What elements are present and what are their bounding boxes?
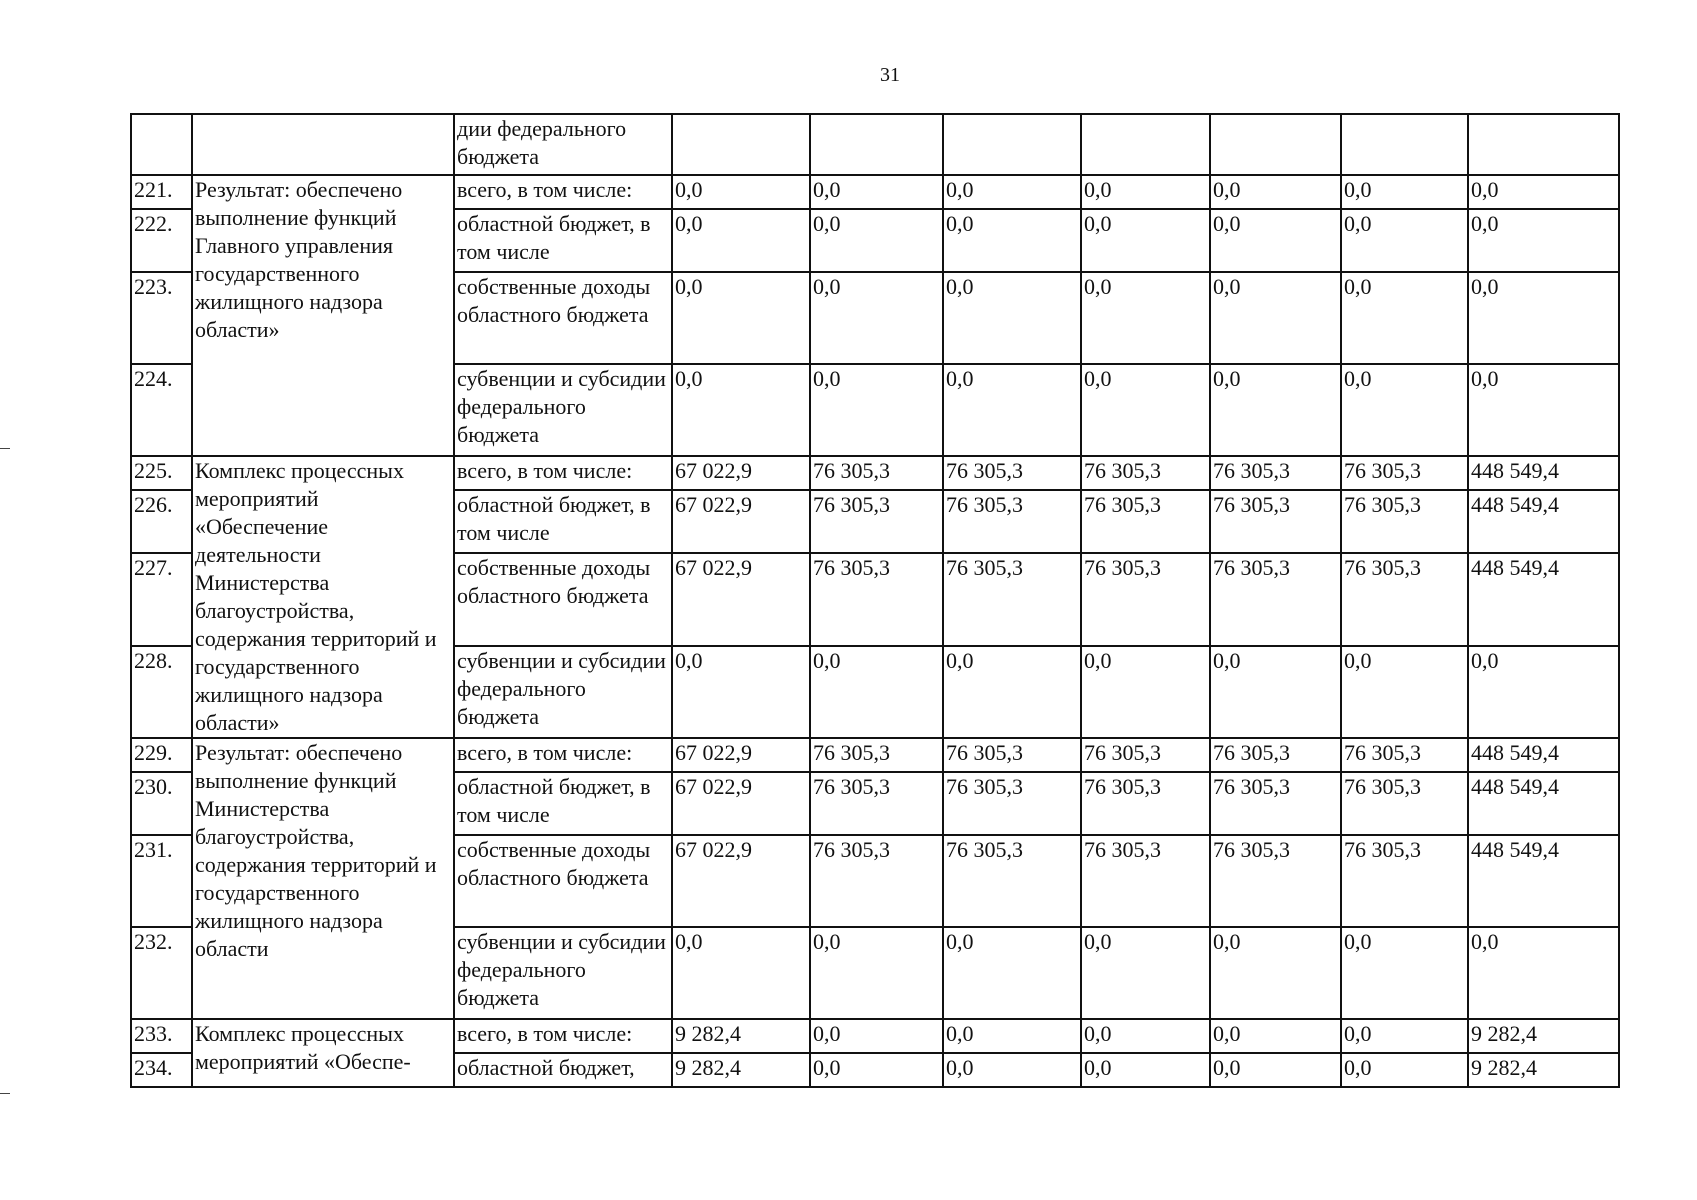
value-cell: 9 282,4 bbox=[1468, 1019, 1619, 1053]
row-number: 233. bbox=[131, 1019, 192, 1053]
funding-source: субвенции и субсидии федерального бюджета bbox=[454, 646, 672, 738]
value-cell: 76 305,3 bbox=[1341, 772, 1468, 835]
value-cell: 0,0 bbox=[1341, 927, 1468, 1019]
value-cell: 76 305,3 bbox=[1081, 835, 1210, 927]
value-cell: 76 305,3 bbox=[943, 490, 1081, 553]
value-cell: 0,0 bbox=[810, 364, 943, 456]
value-cell: 0,0 bbox=[1210, 209, 1341, 272]
value-cell: 76 305,3 bbox=[810, 772, 943, 835]
funding-source: всего, в том числе: bbox=[454, 1019, 672, 1053]
value-cell: 0,0 bbox=[1468, 927, 1619, 1019]
value-cell: 67 022,9 bbox=[672, 835, 810, 927]
budget-table-body bbox=[131, 114, 1619, 1087]
value-cell: 448 549,4 bbox=[1468, 835, 1619, 927]
table-row bbox=[131, 456, 1619, 490]
value-cell: 0,0 bbox=[1210, 1019, 1341, 1053]
value-cell: 0,0 bbox=[943, 272, 1081, 364]
value-cell bbox=[943, 114, 1081, 175]
row-number: 231. bbox=[131, 835, 192, 927]
value-cell: 76 305,3 bbox=[1210, 835, 1341, 927]
row-number: 230. bbox=[131, 772, 192, 835]
activity-name: Результат: обеспечено выполнение функций Министерства благоустройства, содержания территорий и государственного жилищного надзора области bbox=[192, 738, 454, 1019]
row-number: 226. bbox=[131, 490, 192, 553]
value-cell: 0,0 bbox=[1468, 646, 1619, 738]
value-cell: 76 305,3 bbox=[1210, 456, 1341, 490]
row-number: 225. bbox=[131, 456, 192, 490]
value-cell: 448 549,4 bbox=[1468, 456, 1619, 490]
value-cell bbox=[1081, 114, 1210, 175]
value-cell: 0,0 bbox=[1210, 646, 1341, 738]
value-cell: 0,0 bbox=[943, 175, 1081, 209]
funding-source: всего, в том числе: bbox=[454, 175, 672, 209]
value-cell: 0,0 bbox=[1341, 175, 1468, 209]
value-cell: 9 282,4 bbox=[672, 1019, 810, 1053]
value-cell: 76 305,3 bbox=[943, 738, 1081, 772]
value-cell: 76 305,3 bbox=[1341, 490, 1468, 553]
value-cell: 76 305,3 bbox=[943, 772, 1081, 835]
value-cell: 0,0 bbox=[943, 1053, 1081, 1087]
value-cell: 0,0 bbox=[810, 272, 943, 364]
value-cell: 0,0 bbox=[810, 209, 943, 272]
value-cell: 9 282,4 bbox=[672, 1053, 810, 1087]
page-number: 31 bbox=[880, 64, 900, 86]
value-cell: 0,0 bbox=[1468, 175, 1619, 209]
value-cell: 0,0 bbox=[810, 1053, 943, 1087]
value-cell: 0,0 bbox=[1081, 1019, 1210, 1053]
value-cell: 0,0 bbox=[1341, 209, 1468, 272]
value-cell: 0,0 bbox=[1210, 175, 1341, 209]
value-cell: 76 305,3 bbox=[943, 553, 1081, 645]
value-cell: 0,0 bbox=[1210, 272, 1341, 364]
value-cell: 76 305,3 bbox=[810, 553, 943, 645]
value-cell: 0,0 bbox=[1210, 1053, 1341, 1087]
value-cell: 76 305,3 bbox=[943, 835, 1081, 927]
value-cell: 0,0 bbox=[1081, 209, 1210, 272]
value-cell: 0,0 bbox=[1081, 646, 1210, 738]
value-cell: 76 305,3 bbox=[1081, 553, 1210, 645]
value-cell: 76 305,3 bbox=[1341, 456, 1468, 490]
value-cell: 0,0 bbox=[672, 175, 810, 209]
value-cell: 0,0 bbox=[672, 209, 810, 272]
value-cell: 0,0 bbox=[810, 927, 943, 1019]
value-cell: 0,0 bbox=[1210, 927, 1341, 1019]
value-cell: 0,0 bbox=[943, 646, 1081, 738]
value-cell: 76 305,3 bbox=[1210, 490, 1341, 553]
value-cell: 76 305,3 bbox=[1210, 553, 1341, 645]
value-cell: 0,0 bbox=[810, 1019, 943, 1053]
value-cell: 76 305,3 bbox=[1081, 456, 1210, 490]
funding-source: областной бюджет, в том числе bbox=[454, 209, 672, 272]
value-cell: 448 549,4 bbox=[1468, 772, 1619, 835]
value-cell: 0,0 bbox=[1468, 272, 1619, 364]
funding-source: собственные доходы областного бюджета bbox=[454, 272, 672, 364]
value-cell: 0,0 bbox=[1081, 175, 1210, 209]
value-cell: 0,0 bbox=[672, 272, 810, 364]
value-cell: 448 549,4 bbox=[1468, 490, 1619, 553]
value-cell: 0,0 bbox=[1468, 364, 1619, 456]
source-cell: дии федерального бюджета bbox=[454, 114, 672, 175]
value-cell: 0,0 bbox=[1341, 646, 1468, 738]
value-cell: 67 022,9 bbox=[672, 553, 810, 645]
value-cell: 67 022,9 bbox=[672, 772, 810, 835]
activity-name: Результат: обеспечено выполнение функций Главного управления государственного жилищного надзора области» bbox=[192, 175, 454, 456]
row-number: 232. bbox=[131, 927, 192, 1019]
row-number: 227. bbox=[131, 553, 192, 645]
table-row bbox=[131, 738, 1619, 772]
value-cell bbox=[810, 114, 943, 175]
funding-source: областной бюджет, в том числе bbox=[454, 490, 672, 553]
value-cell bbox=[1468, 114, 1619, 175]
scan-edge-mark bbox=[0, 1093, 10, 1094]
value-cell: 0,0 bbox=[1081, 364, 1210, 456]
value-cell: 0,0 bbox=[810, 646, 943, 738]
value-cell: 448 549,4 bbox=[1468, 553, 1619, 645]
funding-source: собственные доходы областного бюджета bbox=[454, 553, 672, 645]
value-cell: 9 282,4 bbox=[1468, 1053, 1619, 1087]
budget-table bbox=[130, 113, 1620, 1088]
row-number: 223. bbox=[131, 272, 192, 364]
value-cell: 0,0 bbox=[1341, 1019, 1468, 1053]
num-cell bbox=[131, 114, 192, 175]
value-cell: 67 022,9 bbox=[672, 456, 810, 490]
value-cell: 0,0 bbox=[1341, 364, 1468, 456]
value-cell: 76 305,3 bbox=[810, 456, 943, 490]
value-cell: 0,0 bbox=[1210, 364, 1341, 456]
value-cell: 67 022,9 bbox=[672, 738, 810, 772]
value-cell: 0,0 bbox=[1081, 1053, 1210, 1087]
value-cell: 0,0 bbox=[672, 646, 810, 738]
row-number: 228. bbox=[131, 646, 192, 738]
value-cell: 0,0 bbox=[672, 927, 810, 1019]
value-cell: 0,0 bbox=[943, 209, 1081, 272]
funding-source: субвенции и субсидии федерального бюджета bbox=[454, 364, 672, 456]
value-cell: 67 022,9 bbox=[672, 490, 810, 553]
value-cell: 76 305,3 bbox=[810, 835, 943, 927]
value-cell: 0,0 bbox=[1081, 272, 1210, 364]
table-row bbox=[131, 175, 1619, 209]
value-cell: 76 305,3 bbox=[1081, 738, 1210, 772]
value-cell: 76 305,3 bbox=[943, 456, 1081, 490]
continuation-row bbox=[131, 114, 1619, 175]
funding-source: всего, в том числе: bbox=[454, 738, 672, 772]
row-number: 224. bbox=[131, 364, 192, 456]
activity-name: Комплекс процессных мероприятий «Обеспечение деятельности Министерства благоустройства, содержания территорий и государственного жилищного надзора области» bbox=[192, 456, 454, 738]
row-number: 222. bbox=[131, 209, 192, 272]
funding-source: собственные доходы областного бюджета bbox=[454, 835, 672, 927]
scan-edge-mark bbox=[0, 448, 10, 449]
activity-name: Комплекс процессных мероприятий «Обеспе- bbox=[192, 1019, 454, 1087]
value-cell: 0,0 bbox=[943, 1019, 1081, 1053]
value-cell: 0,0 bbox=[1081, 927, 1210, 1019]
value-cell bbox=[1341, 114, 1468, 175]
value-cell: 0,0 bbox=[810, 175, 943, 209]
value-cell: 0,0 bbox=[943, 364, 1081, 456]
value-cell: 0,0 bbox=[1468, 209, 1619, 272]
value-cell: 76 305,3 bbox=[1341, 835, 1468, 927]
value-cell: 448 549,4 bbox=[1468, 738, 1619, 772]
value-cell: 76 305,3 bbox=[1081, 490, 1210, 553]
name-cell bbox=[192, 114, 454, 175]
value-cell bbox=[1210, 114, 1341, 175]
value-cell: 76 305,3 bbox=[810, 738, 943, 772]
value-cell: 76 305,3 bbox=[1210, 772, 1341, 835]
table-row bbox=[131, 1019, 1619, 1053]
value-cell: 76 305,3 bbox=[1210, 738, 1341, 772]
funding-source: всего, в том числе: bbox=[454, 456, 672, 490]
value-cell: 0,0 bbox=[943, 927, 1081, 1019]
row-number: 234. bbox=[131, 1053, 192, 1087]
funding-source: субвенции и субсидии федерального бюджета bbox=[454, 927, 672, 1019]
funding-source: областной бюджет, в том числе bbox=[454, 772, 672, 835]
value-cell: 0,0 bbox=[672, 364, 810, 456]
value-cell: 76 305,3 bbox=[1341, 553, 1468, 645]
value-cell: 76 305,3 bbox=[1081, 772, 1210, 835]
row-number: 229. bbox=[131, 738, 192, 772]
value-cell: 0,0 bbox=[1341, 1053, 1468, 1087]
value-cell: 76 305,3 bbox=[1341, 738, 1468, 772]
row-number: 221. bbox=[131, 175, 192, 209]
value-cell: 76 305,3 bbox=[810, 490, 943, 553]
value-cell: 0,0 bbox=[1341, 272, 1468, 364]
funding-source: областной бюджет, bbox=[454, 1053, 672, 1087]
value-cell bbox=[672, 114, 810, 175]
